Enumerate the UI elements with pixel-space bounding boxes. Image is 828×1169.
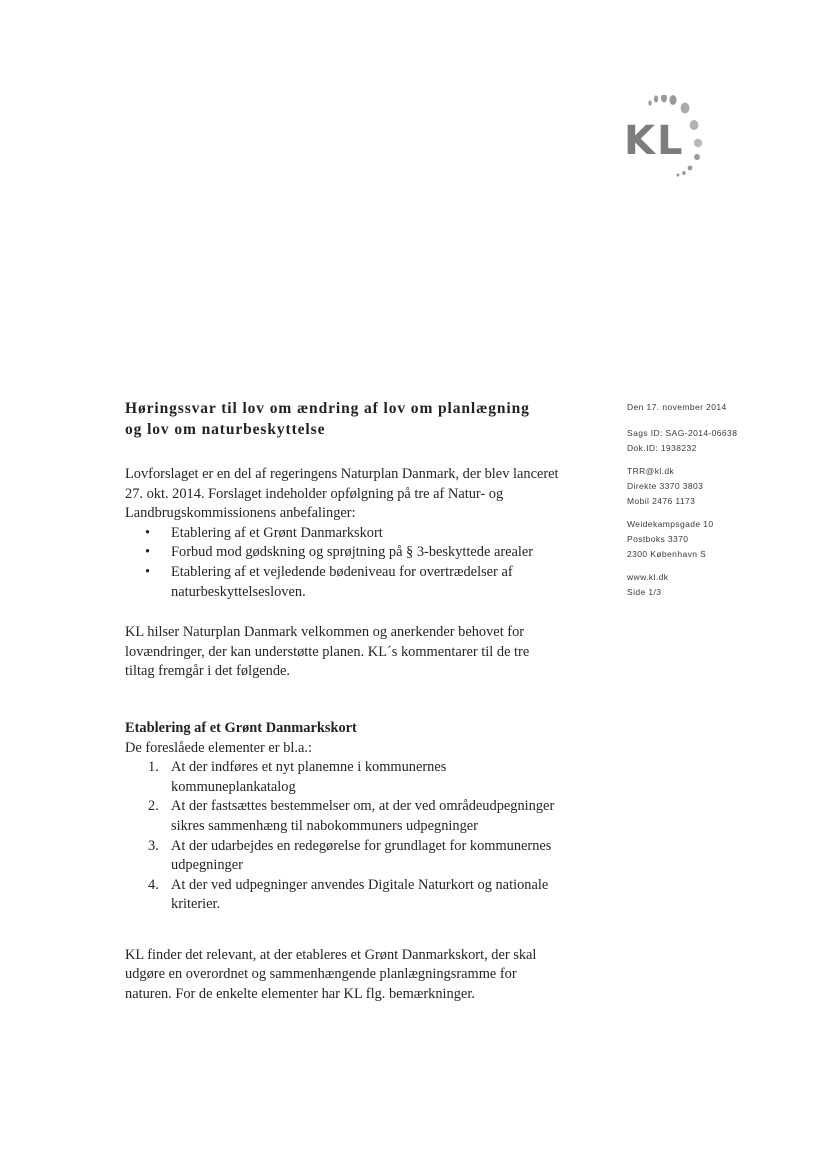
title-line: Høringssvar til lov om ændring af lov om planlægning (125, 400, 530, 417)
contact-mobile: Mobil 2476 1173 (627, 496, 696, 506)
text-line: lovændringer, der kan understøtte planen. KL´s kommentarer til de tre (125, 643, 530, 660)
letter-body (125, 398, 595, 1005)
sags-id: Sags ID: SAG-2014-06638 (627, 428, 738, 438)
support-paragraph (125, 623, 595, 682)
text-line: Forbud mod gødskning og sprøjtning på § 3-beskyttede arealer (171, 544, 534, 561)
text-line: naturbeskyttelsesloven. (171, 583, 306, 600)
address-postbox: Postboks 3370 (627, 534, 689, 544)
dok-id: Dok.ID: 1938232 (627, 443, 697, 453)
item-number: 1. (148, 759, 159, 776)
text-line: KL hilser Naturplan Danmark velkommen og anerkender behovet for (125, 624, 525, 641)
bullet-icon: • (145, 544, 151, 561)
list-item (125, 797, 595, 836)
contact-direct: Direkte 3370 3803 (627, 481, 704, 491)
document-date: Den 17. november 2014 (627, 402, 727, 412)
list-item (125, 524, 595, 544)
numbered-list (125, 758, 595, 915)
bullet-icon: • (145, 563, 151, 580)
text-line: udpegninger (171, 857, 243, 874)
closing-paragraph (125, 946, 595, 1005)
title-line: og lov om naturbeskyttelse (125, 421, 326, 438)
text-line: At der udarbejdes en redegørelse for grundlaget for kommunernes (171, 837, 552, 854)
contact-email: TRR@kl.dk (627, 466, 675, 476)
address-city: 2300 København S (627, 549, 707, 559)
list-item (125, 837, 595, 876)
text-line: At der ved udpegninger anvendes Digitale Naturkort og nationale (171, 876, 549, 893)
text-line: kommuneplankatalog (171, 778, 296, 795)
text-line: Landbrugskommissionens anbefalinger: (125, 505, 356, 522)
section-intro: De foreslåede elementer er bl.a.: (125, 739, 312, 756)
item-number: 2. (148, 798, 159, 815)
text-line: sikres sammenhæng til nabokommuners udpegninger (171, 817, 478, 834)
intro-paragraph (125, 465, 595, 524)
page-number: Side 1/3 (627, 587, 662, 597)
list-item (125, 543, 595, 563)
item-number: 4. (148, 876, 159, 893)
text-line: At der fastsættes bestemmelser om, at der ved områdeudpegninger (171, 798, 555, 815)
text-line: tiltag fremgår i det følgende. (125, 663, 291, 680)
text-line: At der indføres et nyt planemne i kommunernes (171, 759, 447, 776)
text-line: KL finder det relevant, at der etableres et Grønt Danmarkskort, der skal (125, 946, 537, 963)
logo-text: KL (624, 118, 685, 164)
list-item (125, 876, 595, 915)
bullet-icon: • (145, 524, 151, 541)
list-item (125, 563, 595, 602)
text-line: 27. okt. 2014. Forslaget indeholder opfølgning på tre af Natur- og (125, 485, 504, 502)
website: www.kl.dk (627, 572, 669, 582)
address-street: Weidekampsgade 10 (627, 519, 714, 529)
text-line: Etablering af et vejledende bødeniveau for overtrædelser af (171, 563, 513, 580)
text-line: naturen. For de enkelte elementer har KL flg. bemærkninger. (125, 986, 475, 1003)
text-line: Etablering af et Grønt Danmarkskort (171, 524, 383, 541)
sidebar-info (627, 400, 817, 608)
section-heading: Etablering af et Grønt Danmarkskort (125, 719, 357, 736)
document-title (125, 398, 595, 440)
text-line: kriterier. (171, 896, 221, 913)
text-line: udgøre en overordnet og sammenhængende planlægningsramme for (125, 966, 517, 983)
item-number: 3. (148, 837, 159, 854)
recommendation-list (125, 524, 595, 602)
text-line: Lovforslaget er en del af regeringens Naturplan Danmark, der blev lanceret (125, 466, 559, 482)
list-item (125, 758, 595, 797)
